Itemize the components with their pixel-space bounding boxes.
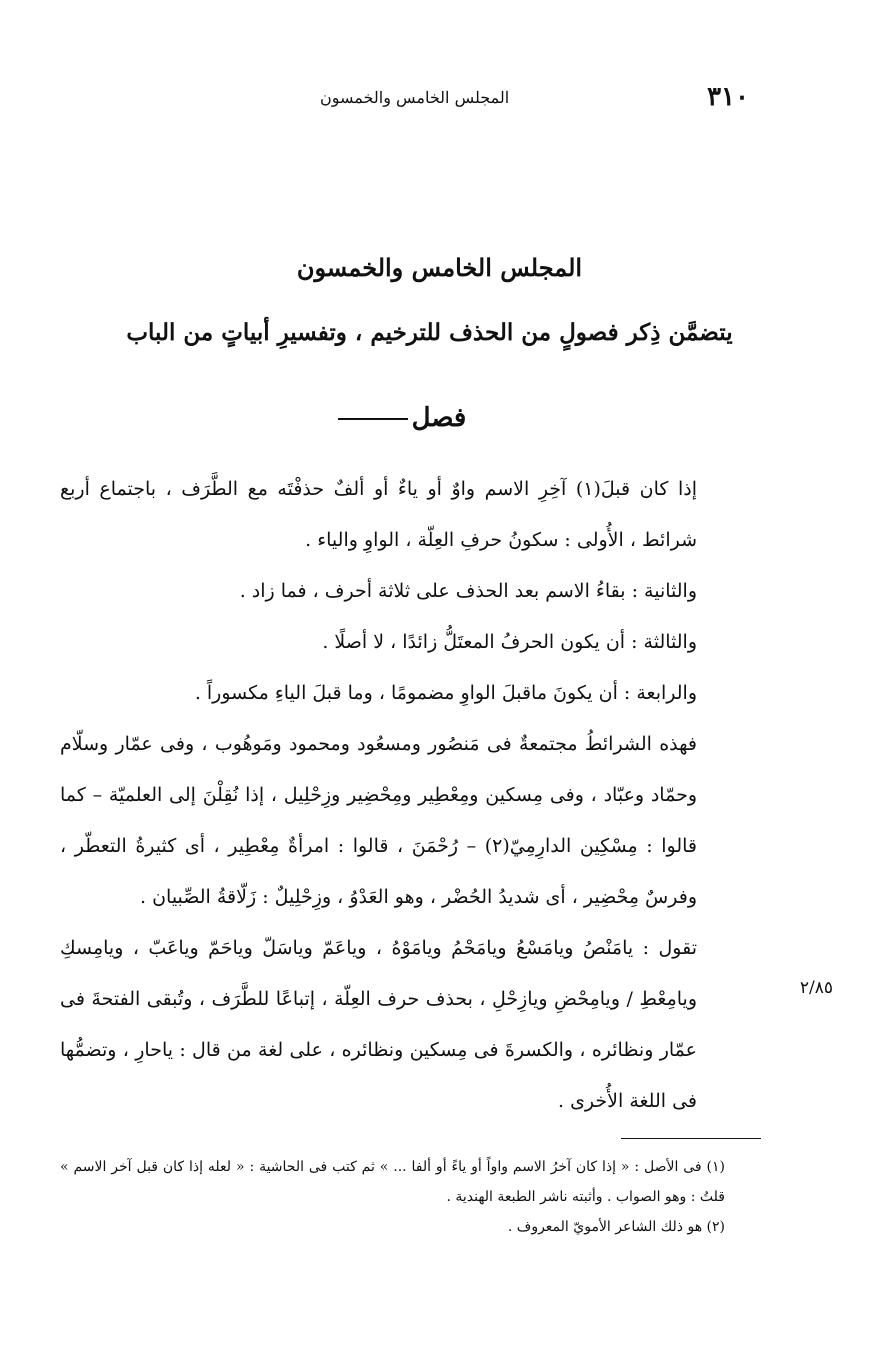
paragraph-3: والثالثة : أن يكون الحرفُ المعتَلُّ زائدًا ، لا أصلًا . bbox=[322, 631, 697, 653]
paragraph-4: والرابعة : أن يكونَ ماقبلَ الواوِ مضمومًا ، وما قبلَ الياءِ مكسوراً . bbox=[194, 682, 697, 704]
heading-rule bbox=[338, 418, 408, 420]
paragraph-5: فهذه الشرائطُ مجتمعةٌ فى مَنصُور ومسعُود ومحمود ومَوهُوب ، وفى عمّار وسلّام وحمّاد وعبّاد ، وفى مِسكين ومِعْطِير ومِحْضِير وزِحْلِيل ، إذا نُقِلْنَ إلى العلميّة – كما قالوا : مِسْكِين الدارِمِيّ(٢) – رُحْمَنَ ، قالوا : امرأةٌ مِعْطِير ، أى كثيرةُ التعطّر ، وفرسٌ مِحْضِير ، أى شديدُ الحُضْر ، وهو العَدْوُ ، وزِحْلِيلٌ : زَلّاقةُ الصِّبيان . bbox=[60, 733, 698, 908]
body-text bbox=[60, 464, 761, 1127]
chapter-subtitle: يتضمَّن ذِكر فصولٍ من الحذف للترخيم ، وتفسيرِ أبياتٍ من الباب bbox=[126, 319, 733, 346]
section-heading bbox=[300, 398, 500, 438]
running-head bbox=[80, 82, 749, 112]
margin-reference: ٢/٨٥ bbox=[799, 978, 833, 998]
section-heading-text: فصل bbox=[411, 403, 467, 433]
footnote-1: (١) فى الأصل : « إذا كان آخرُ الاسم واواً أو ياءً أو ألفا ... » ثم كتب فى الحاشية : « لعله إذا كان قبل آخر الاسم » قلتُ : وهو الصواب . وأثبته ناشر الطبعة الهندية . bbox=[60, 1159, 725, 1205]
footnotes bbox=[60, 1152, 761, 1242]
paragraph-2: والثانية : بقاءُ الاسم بعد الحذف على ثلاثة أحرف ، فما زاد . bbox=[239, 580, 697, 602]
page-number: ٣١٠ bbox=[707, 82, 749, 112]
paragraph-1: إذا كان قبلَ(١) آخِرِ الاسم واوٌ أو ياءٌ أو ألفٌ حذفْتَه مع الطَّرَف ، باجتماع أربع شرائط ، الأُولى : سكونُ حرفِ العِلّة ، الواوِ والياء . bbox=[60, 478, 697, 551]
footnote-2: (٢) هو ذلك الشاعر الأمويّ المعروف . bbox=[507, 1219, 725, 1235]
paragraph-6: تقول : يامَنْصُ ويامَسْعُ ويامَحْمُ ويامَوْهُ ، وياعَمّ وياسَلّ وياحَمّ وياعَبّ ، ويامِسكِ ويامِعْطِ / ويامِحْضِ ويازِحْلِ ، بحذف حرف العِلّة ، إتباعًا للطَّرَف ، وتُبقى الفتحةَ فى عمّار ونظائره ، والكسرةَ فى مِسكين ونظائره ، على لغة من قال : ياحارِ ، وتضمُّها فى اللغة الأُخرى . bbox=[60, 937, 697, 1112]
chapter-title: المجلس الخامس والخمسون bbox=[296, 253, 583, 282]
footnote-divider bbox=[621, 1138, 761, 1139]
running-title: المجلس الخامس والخمسون bbox=[320, 88, 510, 107]
